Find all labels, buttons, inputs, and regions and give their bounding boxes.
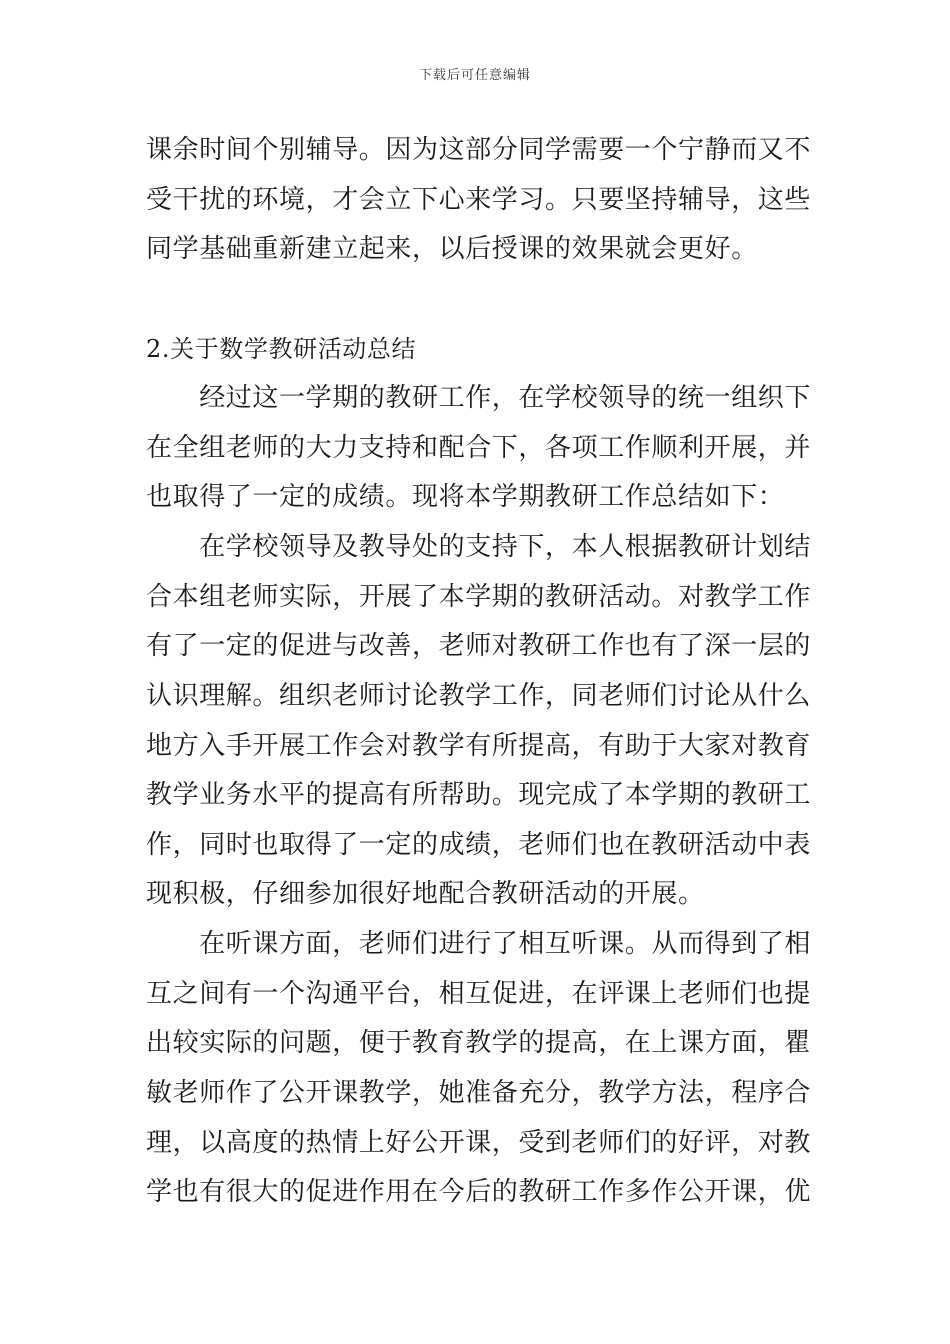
text-line: 现积极，仔细参加很好地配合教研活动的开展。 bbox=[146, 879, 705, 909]
text-line: 在听课方面，老师们进行了相互听课。从而得到了相 bbox=[146, 929, 812, 959]
text-line: 在学校领导及教导处的支持下，本人根据教研计划结 bbox=[146, 532, 812, 562]
text-line: 教学业务水平的提高有所帮助。现完成了本学期的教研工 bbox=[146, 780, 812, 810]
page-header: 下载后可任意编辑 bbox=[418, 68, 531, 83]
text-line: 认识理解。组织老师讨论教学工作，同老师们讨论从什么 bbox=[146, 681, 812, 711]
text-line: 合本组老师实际，开展了本学期的教研活动。对教学工作 bbox=[146, 582, 812, 612]
text-line: 出较实际的问题，便于教育教学的提高，在上课方面，瞿 bbox=[146, 1028, 812, 1058]
text-line: 有了一定的促进与改善，老师对教研工作也有了深一层的 bbox=[146, 631, 812, 661]
text-line: 经过这一学期的教研工作，在学校领导的统一组织下 bbox=[146, 383, 812, 413]
section-heading: 2.关于数学教研活动总结 bbox=[146, 335, 417, 363]
text-line: 学也有很大的促进作用在今后的教研工作多作公开课，优 bbox=[146, 1177, 812, 1207]
text-line: 作，同时也取得了一定的成绩，老师们也在教研活动中表 bbox=[146, 830, 812, 860]
text-line: 地方入手开展工作会对教学有所提高，有助于大家对教育 bbox=[146, 731, 812, 761]
text-line: 在全组老师的大力支持和配合下，各项工作顺利开展，并 bbox=[146, 433, 812, 463]
text-line: 也取得了一定的成绩。现将本学期教研工作总结如下： bbox=[146, 482, 785, 512]
text-line: 受干扰的环境，才会立下心来学习。只要坚持辅导，这些 bbox=[146, 185, 812, 215]
text-line: 课余时间个别辅导。因为这部分同学需要一个宁静而又不 bbox=[146, 135, 812, 165]
text-line: 敏老师作了公开课教学，她准备充分，教学方法，程序合 bbox=[146, 1078, 812, 1108]
text-line: 同学基础重新建立起来，以后授课的效果就会更好。 bbox=[146, 234, 758, 264]
text-line: 理，以高度的热情上好公开课，受到老师们的好评，对教 bbox=[146, 1128, 812, 1158]
text-line: 互之间有一个沟通平台，相互促进，在评课上老师们也提 bbox=[146, 979, 812, 1009]
